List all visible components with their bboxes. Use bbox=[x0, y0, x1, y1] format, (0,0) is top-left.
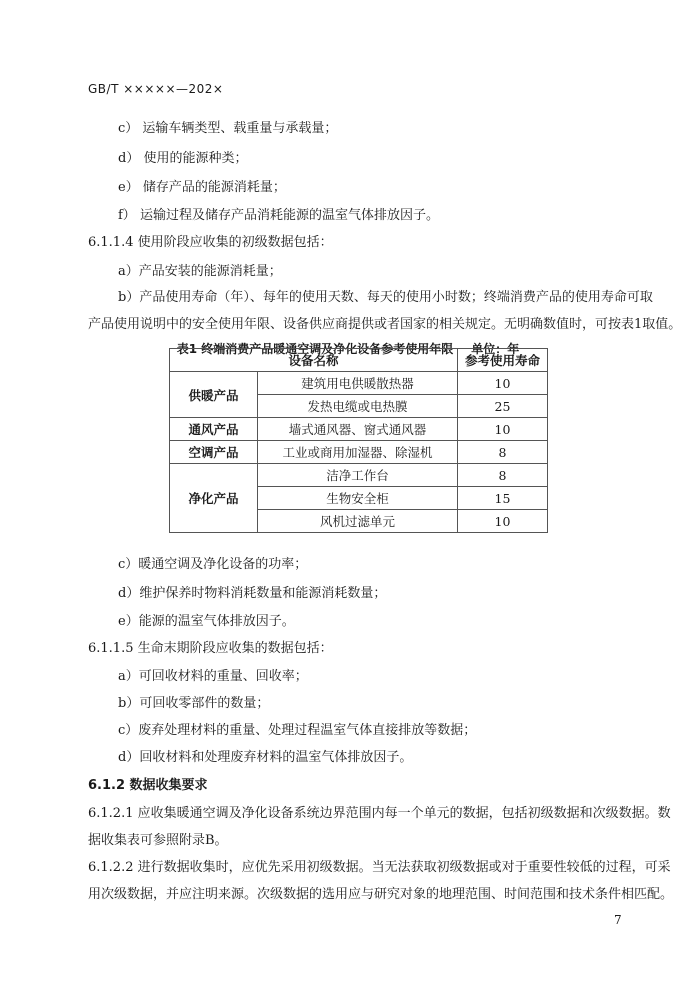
life-cell: 10 bbox=[458, 372, 548, 395]
table-header-row bbox=[170, 349, 548, 372]
list-item: b）可回收零部件的数量； bbox=[118, 696, 270, 711]
category-cell: 供暖产品 bbox=[170, 372, 258, 418]
page-number: 7 bbox=[614, 913, 622, 927]
table-row bbox=[170, 372, 548, 395]
table-row bbox=[170, 464, 548, 487]
device-cell: 风机过滤单元 bbox=[258, 510, 458, 533]
list-item: d）回收材料和处理废弃材料的温室气体排放因子。 bbox=[118, 750, 413, 765]
device-cell: 工业或商用加湿器、除湿机 bbox=[258, 441, 458, 464]
clause-heading-6114: 6.1.1.4 使用阶段应收集的初级数据包括： bbox=[88, 235, 333, 250]
device-cell: 发热电缆或电热膜 bbox=[258, 395, 458, 418]
device-cell: 洁净工作台 bbox=[258, 464, 458, 487]
device-cell: 墙式通风器、窗式通风器 bbox=[258, 418, 458, 441]
list-item: b）产品使用寿命（年）、每年的使用天数、每天的使用小时数；终端消费产品的使用寿命可取 bbox=[118, 290, 653, 305]
list-item: e） 储存产品的能源消耗量； bbox=[118, 180, 286, 195]
paragraph-6122: 6.1.2.2 进行数据收集时，应优先采用初级数据。当无法获取初级数据或对于重要性较低的过程，可采 bbox=[88, 860, 671, 875]
paragraph-continuation: 据收集表可参照附录B。 bbox=[88, 833, 228, 848]
paragraph-6121: 6.1.2.1 应收集暖通空调及净化设备系统边界范围内每一个单元的数据，包括初级数据和次级数据。数 bbox=[88, 806, 671, 821]
life-cell: 25 bbox=[458, 395, 548, 418]
list-item: e）能源的温室气体排放因子。 bbox=[118, 614, 295, 629]
paragraph-continuation: 产品使用说明中的安全使用年限、设备供应商提供或者国家的相关规定。无明确数值时，可按表1取值。 bbox=[88, 317, 682, 332]
section-heading-612: 6.1.2 数据收集要求 bbox=[88, 778, 208, 793]
list-item: c）暖通空调及净化设备的功率； bbox=[118, 557, 308, 572]
life-cell: 8 bbox=[458, 441, 548, 464]
life-cell: 15 bbox=[458, 487, 548, 510]
list-item: a）可回收材料的重量、回收率； bbox=[118, 669, 308, 684]
list-item: c）废弃处理材料的重量、处理过程温室气体直接排放等数据； bbox=[118, 723, 477, 738]
column-header-life: 参考使用寿命 bbox=[458, 349, 548, 372]
paragraph-continuation: 用次级数据，并应注明来源。次级数据的选用应与研究对象的地理范围、时间范围和技术条件相匹配。 bbox=[88, 887, 674, 902]
life-cell: 10 bbox=[458, 510, 548, 533]
table-row bbox=[170, 441, 548, 464]
service-life-table bbox=[169, 348, 548, 533]
life-cell: 10 bbox=[458, 418, 548, 441]
column-header-device: 设备名称 bbox=[170, 349, 458, 372]
list-item: d）维护保养时物料消耗数量和能源消耗数量； bbox=[118, 586, 387, 601]
list-item: d） 使用的能源种类； bbox=[118, 151, 248, 166]
life-cell: 8 bbox=[458, 464, 548, 487]
category-cell: 通风产品 bbox=[170, 418, 258, 441]
document-code: GB/T ×××××—202× bbox=[88, 82, 224, 96]
table-title: 表1 终端消费产品暖通空调及净化设备参考使用年限 bbox=[176, 342, 454, 356]
category-cell: 空调产品 bbox=[170, 441, 258, 464]
device-cell: 建筑用电供暖散热器 bbox=[258, 372, 458, 395]
list-item: a）产品安装的能源消耗量； bbox=[118, 264, 282, 279]
list-item: c） 运输车辆类型、载重量与承载量； bbox=[118, 121, 338, 136]
table-row bbox=[170, 418, 548, 441]
list-item: f） 运输过程及储存产品消耗能源的温室气体排放因子。 bbox=[118, 208, 439, 223]
category-cell: 净化产品 bbox=[170, 464, 258, 533]
device-cell: 生物安全柜 bbox=[258, 487, 458, 510]
clause-heading-6115: 6.1.1.5 生命末期阶段应收集的数据包括： bbox=[88, 641, 333, 656]
table-unit: 单位：年 bbox=[471, 342, 520, 356]
